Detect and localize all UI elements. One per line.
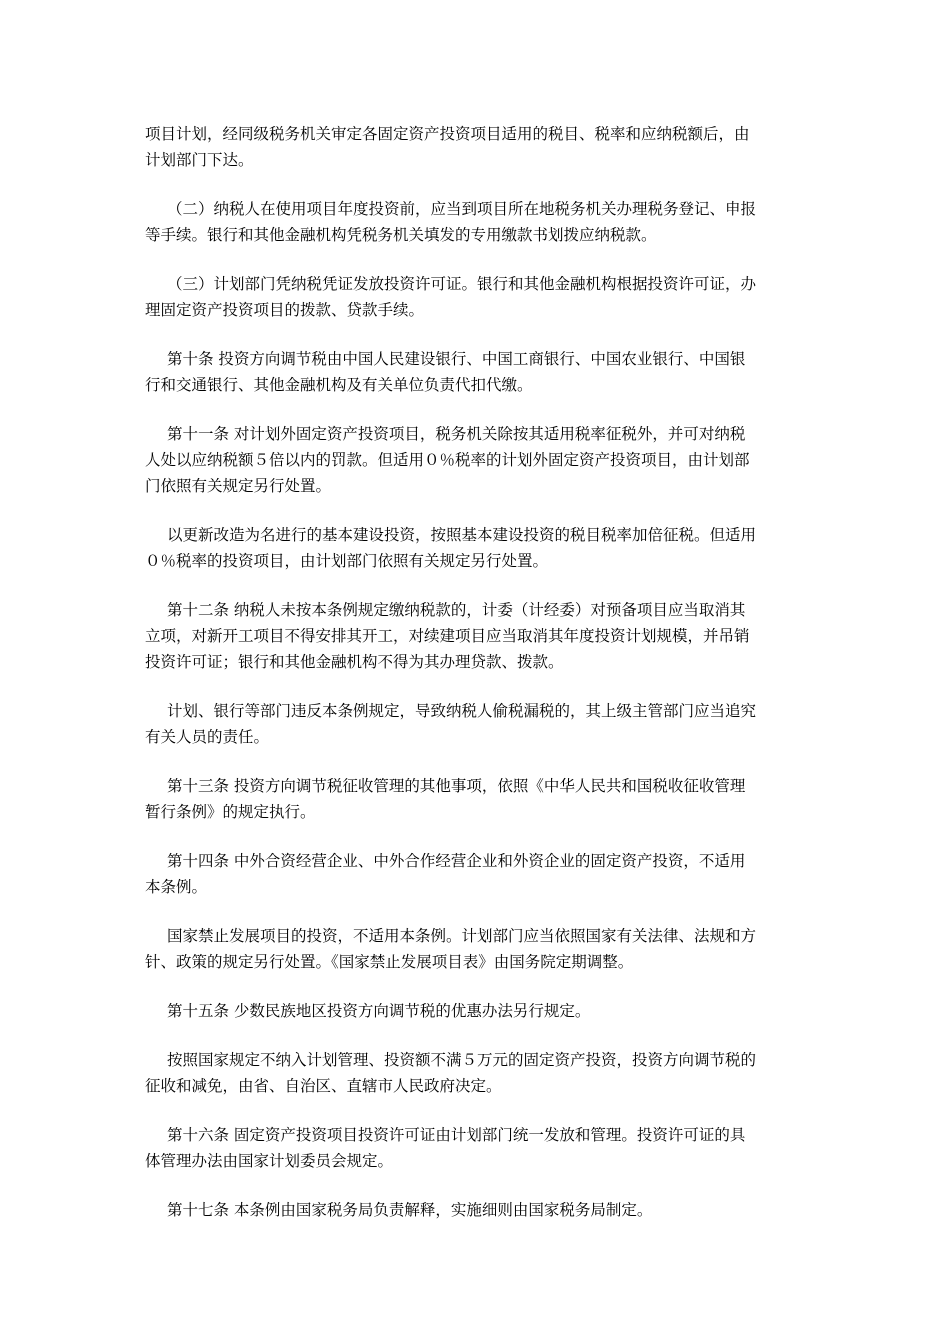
paragraph-line: 计划、银行等部门违反本条例规定，导致纳税人偷税漏税的，其上级主管部门应当追究 <box>167 702 757 720</box>
paragraph-line: 暂行条例》的规定执行。 <box>145 803 316 821</box>
paragraph-line: 门依照有关规定另行处置。 <box>145 477 332 495</box>
paragraph-p-article-15 <box>145 998 810 1024</box>
paragraph-line: ０％税率的投资项目，由计划部门依照有关规定另行处置。 <box>145 552 549 570</box>
paragraph-line: 本条例。 <box>145 878 208 896</box>
paragraph-line: 针、政策的规定另行处置。《国家禁止发展项目表》由国务院定期调整。 <box>145 953 634 971</box>
paragraph-p-article-16 <box>145 1122 810 1174</box>
paragraph-p-item-2 <box>145 196 810 248</box>
paragraph-line: 第十三条 投资方向调节税征收管理的其他事项，依照《中华人民共和国税收征收管理 <box>167 777 746 795</box>
paragraph-line: 理固定资产投资项目的拨款、贷款手续。 <box>145 301 425 319</box>
paragraph-line: 第十条 投资方向调节税由中国人民建设银行、中国工商银行、中国农业银行、中国银 <box>167 350 746 368</box>
paragraph-line: （三）计划部门凭纳税凭证发放投资许可证。银行和其他金融机构根据投资许可证，办 <box>167 275 757 293</box>
paragraph-line: （二）纳税人在使用项目年度投资前，应当到项目所在地税务机关办理税务登记、申报 <box>167 200 757 218</box>
paragraph-line: 立项，对新开工项目不得安排其开工，对续建项目应当取消其年度投资计划规模，并吊销 <box>145 627 750 645</box>
paragraph-line: 行和交通银行、其他金融机构及有关单位负责代扣代缴。 <box>145 376 533 394</box>
paragraph-p-project-plan <box>145 121 810 173</box>
paragraph-line: 计划部门下达。 <box>145 151 254 169</box>
paragraph-line: 体管理办法由国家计划委员会规定。 <box>145 1152 394 1170</box>
paragraph-line: 征收和减免，由省、自治区、直辖市人民政府决定。 <box>145 1077 502 1095</box>
paragraph-line: 第十一条 对计划外固定资产投资项目，税务机关除按其适用税率征税外，并可对纳税 <box>167 425 746 443</box>
paragraph-line: 第十七条 本条例由国家税务局负责解释，实施细则由国家税务局制定。 <box>167 1201 653 1219</box>
paragraph-p-article-10 <box>145 346 810 398</box>
paragraph-line: 项目计划，经同级税务机关审定各固定资产投资项目适用的税目、税率和应纳税额后，由 <box>145 125 750 143</box>
paragraph-p-article-12-b <box>145 698 810 750</box>
paragraph-p-article-11-b <box>145 522 810 574</box>
paragraph-p-article-15-b <box>145 1047 810 1099</box>
paragraph-p-article-14 <box>145 848 810 900</box>
paragraph-line: 人处以应纳税额５倍以内的罚款。但适用０％税率的计划外固定资产投资项目，由计划部 <box>145 451 750 469</box>
document-page <box>145 121 810 1246</box>
paragraph-line: 国家禁止发展项目的投资，不适用本条例。计划部门应当依照国家有关法律、法规和方 <box>167 927 757 945</box>
paragraph-p-article-17 <box>145 1197 810 1223</box>
paragraph-line: 投资许可证；银行和其他金融机构不得为其办理贷款、拨款。 <box>145 653 564 671</box>
paragraph-line: 以更新改造为名进行的基本建设投资，按照基本建设投资的税目税率加倍征税。但适用 <box>167 526 757 544</box>
paragraph-line: 有关人员的责任。 <box>145 728 270 746</box>
paragraph-p-article-14-b <box>145 923 810 975</box>
paragraph-p-item-3 <box>145 271 810 323</box>
paragraph-p-article-13 <box>145 773 810 825</box>
paragraph-p-article-11 <box>145 421 810 499</box>
paragraph-line: 等手续。银行和其他金融机构凭税务机关填发的专用缴款书划拨应纳税款。 <box>145 226 657 244</box>
paragraph-line: 第十六条 固定资产投资项目投资许可证由计划部门统一发放和管理。投资许可证的具 <box>167 1126 746 1144</box>
paragraph-line: 第十二条 纳税人未按本条例规定缴纳税款的，计委（计经委）对预备项目应当取消其 <box>167 601 746 619</box>
paragraph-line: 第十五条 少数民族地区投资方向调节税的优惠办法另行规定。 <box>167 1002 591 1020</box>
paragraph-line: 第十四条 中外合资经营企业、中外合作经营企业和外资企业的固定资产投资，不适用 <box>167 852 746 870</box>
paragraph-p-article-12 <box>145 597 810 675</box>
paragraph-line: 按照国家规定不纳入计划管理、投资额不满５万元的固定资产投资，投资方向调节税的 <box>167 1051 757 1069</box>
